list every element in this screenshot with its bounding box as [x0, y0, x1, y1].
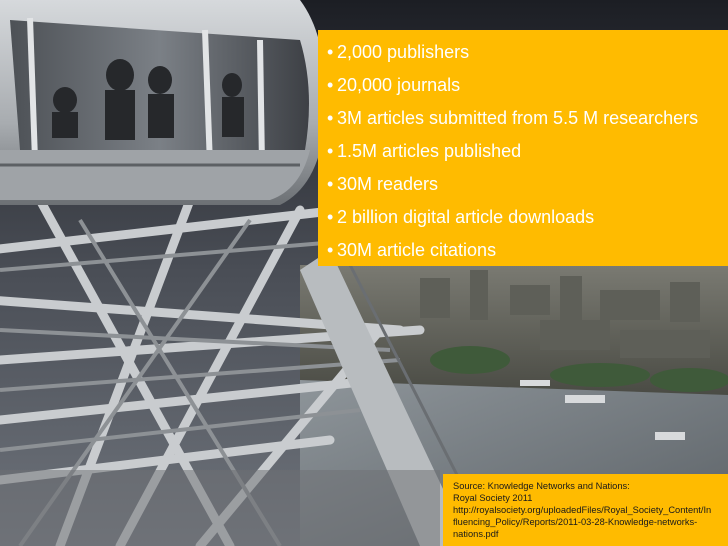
- stat-item: [327, 168, 728, 201]
- stat-text: 30M article citations: [337, 240, 497, 260]
- stat-item: [327, 69, 728, 102]
- stat-text: 2 billion digital article downloads: [337, 207, 595, 227]
- stat-item: [327, 135, 728, 168]
- bullet-icon: •: [327, 207, 334, 227]
- stat-item: [327, 36, 728, 69]
- bullet-icon: •: [327, 75, 334, 95]
- bullet-icon: •: [327, 42, 334, 62]
- bullet-icon: •: [327, 174, 334, 194]
- bullet-icon: •: [327, 108, 334, 128]
- source-url: nations.pdf: [453, 529, 499, 539]
- stat-item: [327, 102, 728, 135]
- statistics-list: [327, 36, 728, 267]
- source-line: Source: Knowledge Networks and Nations:: [453, 481, 630, 491]
- stat-text: 2,000 publishers: [337, 42, 470, 62]
- source-url: fluencing_Policy/Reports/2011-03-28-Knowledge-networks-: [453, 517, 698, 527]
- source-citation: [443, 474, 728, 546]
- bullet-icon: •: [327, 141, 334, 161]
- statistics-panel: [318, 30, 728, 266]
- source-line: Royal Society 2011: [453, 493, 533, 503]
- stat-text: 1.5M articles published: [337, 141, 522, 161]
- bullet-icon: •: [327, 240, 334, 260]
- stat-item: [327, 201, 728, 234]
- stat-text: 20,000 journals: [337, 75, 461, 95]
- stat-item: [327, 234, 728, 267]
- source-url: http://royalsociety.org/uploadedFiles/Royal_Society_Content/In: [453, 505, 712, 515]
- stat-text: 30M readers: [337, 174, 439, 194]
- stat-text: 3M articles submitted from 5.5 M researchers: [337, 108, 699, 128]
